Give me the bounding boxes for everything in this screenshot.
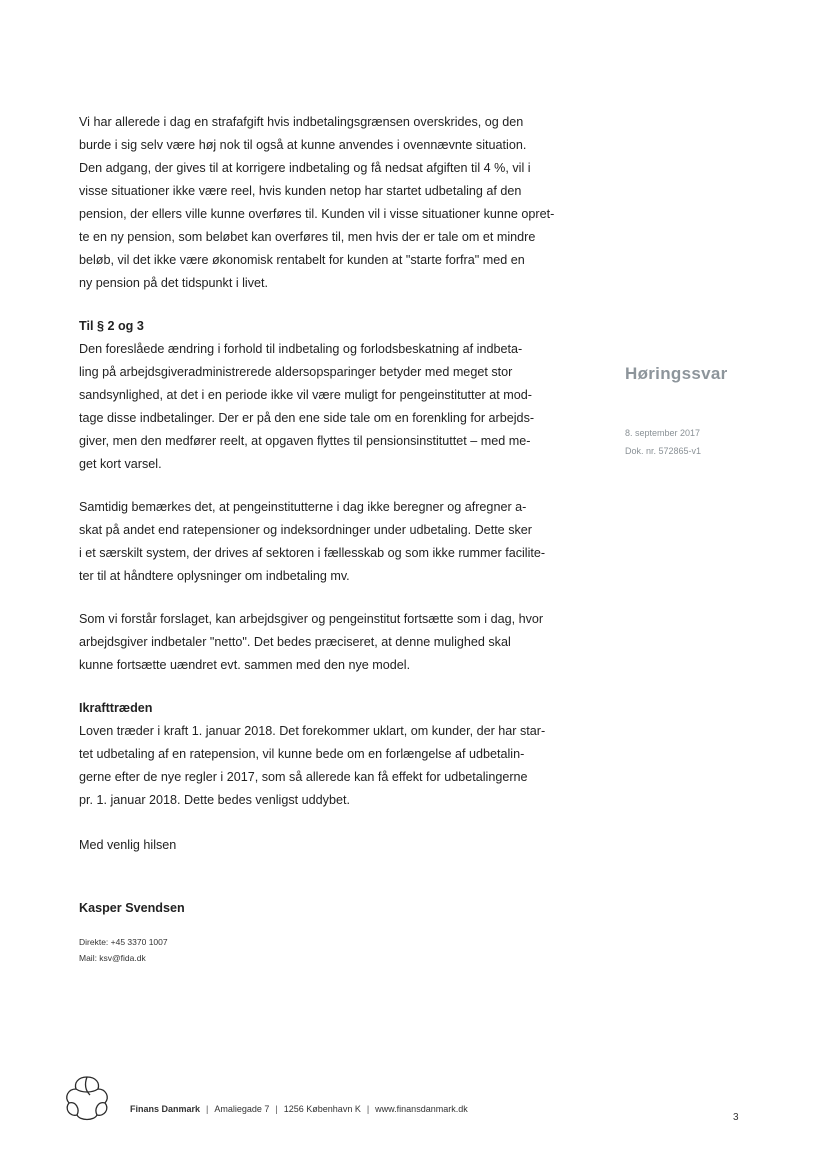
email-address: Mail: ksv@fida.dk: [79, 953, 146, 963]
section-ikrafttraeden: [79, 697, 579, 812]
document-type-title: Høringssvar: [625, 364, 728, 383]
document-meta: [625, 424, 785, 460]
text-line: ter til at håndtere oplysninger om indbetaling mv.: [79, 569, 350, 583]
text-line: pr. 1. januar 2018. Dette bedes venligst uddybet.: [79, 793, 350, 807]
text-line: tet udbetaling af en ratepension, vil kunne bede om en forlængelse af udbetalin-: [79, 747, 525, 761]
section-heading: Ikrafttræden: [79, 701, 153, 715]
page-footer: [60, 1073, 760, 1123]
sidebar: [625, 364, 785, 460]
direct-phone: Direkte: +45 3370 1007: [79, 937, 168, 947]
text-line: Som vi forstår forslaget, kan arbejdsgiver og pengeinstitut fortsætte som i dag, hvor: [79, 612, 544, 626]
text-line: visse situationer ikke være reel, hvis kunden netop har startet udbetaling af den: [79, 184, 522, 198]
footer-city: 1256 København K: [283, 1104, 361, 1114]
footer-address-line: [130, 1104, 468, 1114]
text-line: burde i sig selv være høj nok til også at kunne anvendes i ovennævnte situation.: [79, 138, 527, 152]
footer-street: Amaliegade 7: [214, 1104, 270, 1114]
text-line: i et særskilt system, der drives af sektoren i fællesskab og som ikke rummer facilite-: [79, 546, 546, 560]
closing-greeting: Med venlig hilsen: [79, 838, 177, 852]
text-line: pension, der ellers ville kunne overføres til. Kunden vil i visse situationer kunne opret-: [79, 207, 555, 221]
footer-separator: |: [206, 1104, 209, 1114]
footer-brand: Finans Danmark: [130, 1104, 201, 1114]
text-line: gerne efter de nye regler i 2017, som så allerede kan få effekt for udbetalingerne: [79, 770, 528, 784]
text-line: arbejdsgiver indbetaler "netto". Det bedes præciseret, at denne mulighed skal: [79, 635, 511, 649]
footer-separator: |: [366, 1104, 370, 1114]
paragraph-strafafgift: [79, 111, 579, 295]
document-date: 8. september 2017: [625, 428, 701, 438]
text-line: beløb, vil det ikke være økonomisk rentabelt for kunden at "starte forfra" med en: [79, 253, 525, 267]
paragraph-pengeinstitutter: [79, 496, 579, 588]
finans-danmark-logo-icon: [60, 1073, 114, 1121]
letter-body: [79, 111, 579, 966]
document-number: Dok. nr. 572865-v1: [625, 446, 702, 456]
text-line: te en ny pension, som beløbet kan overføres til, men hvis der er tale om et mindre: [79, 230, 536, 244]
section-til-2-og-3: [79, 315, 579, 476]
text-line: skat på andet end ratepensioner og indeksordninger under udbetaling. Dette sker: [79, 523, 532, 537]
text-line: giver, men den medfører reelt, at opgaven flyttes til pensionsinstituttet – med me-: [79, 434, 531, 448]
footer-separator: |: [275, 1104, 278, 1114]
text-line: Den foreslåede ændring i forhold til indbetaling og forlodsbeskatning af indbeta-: [79, 342, 523, 356]
section-heading: Til § 2 og 3: [79, 319, 144, 333]
text-line: kunne fortsætte uændret evt. sammen med den nye model.: [79, 658, 411, 672]
text-line: Den adgang, der gives til at korrigere indbetaling og få nedsat afgiften til 4 %, vil i: [79, 161, 531, 175]
text-line: ny pension på det tidspunkt i livet.: [79, 276, 269, 290]
page-number: 3: [733, 1112, 739, 1123]
paragraph-netto: [79, 608, 579, 677]
signer-name: Kasper Svendsen: [79, 901, 185, 915]
footer-website: www.finansdanmark.dk: [375, 1104, 468, 1114]
text-line: tage disse indbetalinger. Der er på den ene side tale om en forenkling for arbejds-: [79, 411, 535, 425]
text-line: sandsynlighed, at det i en periode ikke vil være muligt for pengeinstitutter at mod-: [79, 388, 532, 402]
text-line: get kort varsel.: [79, 457, 162, 471]
text-line: Samtidig bemærkes det, at pengeinstitutterne i dag ikke beregner og afregner a-: [79, 500, 527, 514]
contact-block: [79, 934, 579, 966]
text-line: ling på arbejdsgiveradministrerede aldersopsparinger betyder med meget stor: [79, 365, 513, 379]
text-line: Vi har allerede i dag en strafafgift hvis indbetalingsgrænsen overskrides, og den: [79, 115, 524, 129]
text-line: Loven træder i kraft 1. januar 2018. Det forekommer uklart, om kunder, der har star-: [79, 724, 546, 738]
